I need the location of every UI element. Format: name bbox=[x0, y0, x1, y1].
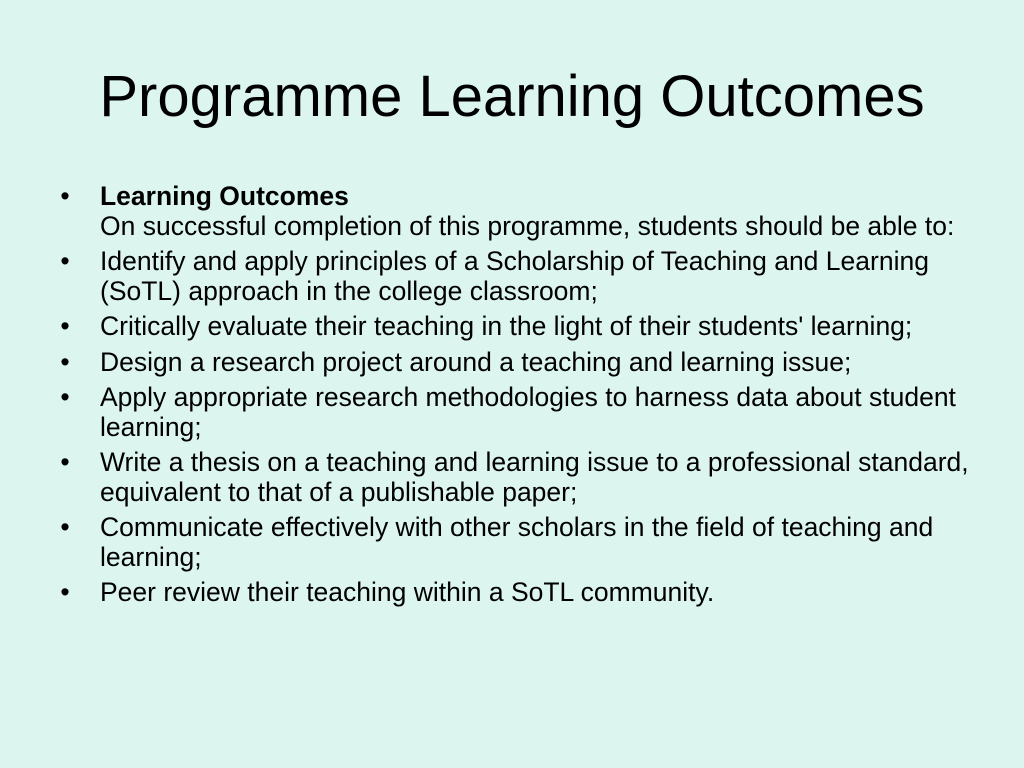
intro-heading: Learning Outcomes bbox=[100, 181, 349, 211]
slide-title: Programme Learning Outcomes bbox=[99, 64, 925, 129]
list-item-text: Communicate effectively with other scholars in the field of teaching and learning; bbox=[100, 512, 934, 572]
list-item bbox=[55, 578, 975, 608]
intro-text: On successful completion of this programme, students should be able to: bbox=[100, 210, 955, 241]
list-item-text: Identify and apply principles of a Scholarship of Teaching and Learning (SoTL) approach in the college classroom; bbox=[100, 246, 929, 306]
list-item bbox=[55, 448, 975, 507]
list-item-intro bbox=[55, 182, 975, 241]
list-item bbox=[55, 348, 975, 378]
bullet-icon: • bbox=[60, 246, 70, 276]
bullet-icon: • bbox=[60, 512, 70, 542]
list-item bbox=[55, 312, 975, 342]
bullet-icon: • bbox=[60, 311, 70, 341]
list-item-text: Critically evaluate their teaching in the light of their students' learning; bbox=[100, 311, 913, 341]
list-item-text: Peer review their teaching within a SoTL community. bbox=[100, 577, 715, 607]
list-item-text: Write a thesis on a teaching and learning issue to a professional standard, equivalent to that of a publishable paper; bbox=[100, 447, 969, 507]
bullet-icon: • bbox=[60, 577, 70, 607]
list-item bbox=[55, 513, 975, 572]
list-item bbox=[55, 383, 975, 442]
outcomes-list bbox=[55, 182, 975, 614]
list-item-text: Apply appropriate research methodologies to harness data about student learning; bbox=[100, 382, 956, 442]
bullet-icon: • bbox=[60, 181, 70, 211]
list-item bbox=[55, 247, 975, 306]
bullet-icon: • bbox=[60, 447, 70, 477]
bullet-icon: • bbox=[60, 382, 70, 412]
bullet-icon: • bbox=[60, 346, 70, 377]
list-item-text: Design a research project around a teaching and learning issue; bbox=[100, 346, 852, 377]
